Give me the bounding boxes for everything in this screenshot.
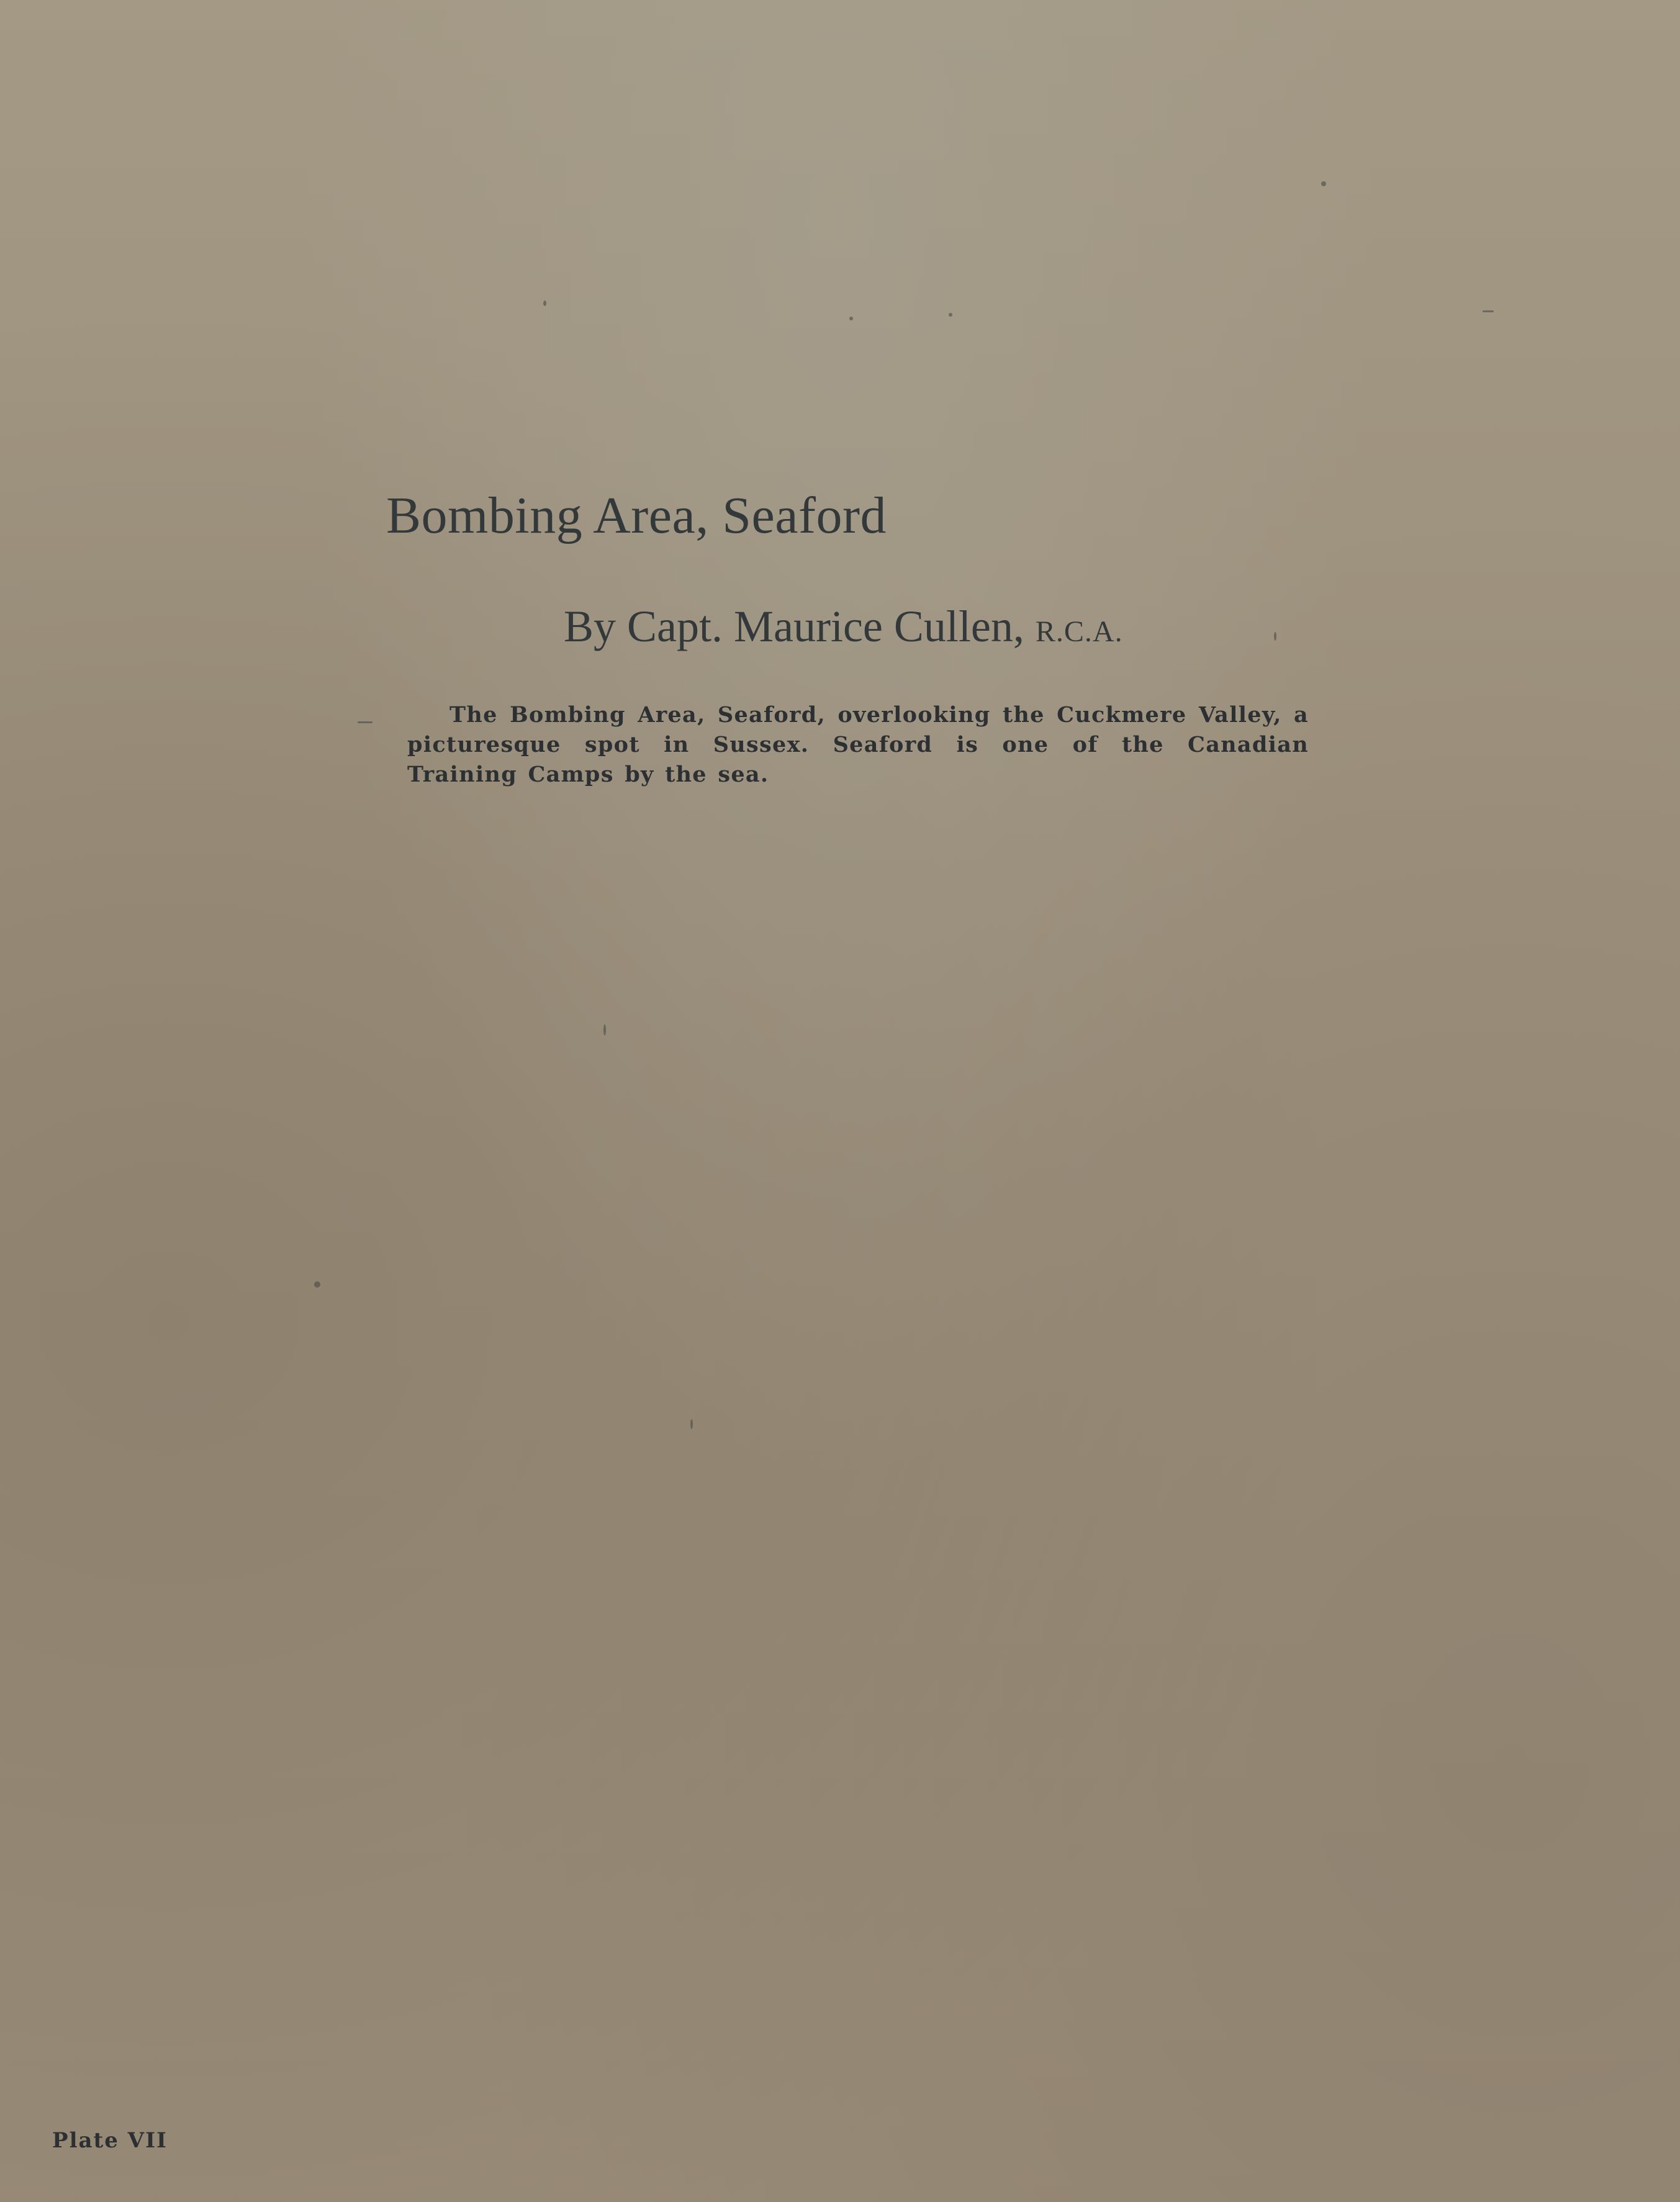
byline [564, 601, 1123, 652]
plate-title: Bombing Area, Seaford [386, 487, 887, 544]
paper-speck [1274, 632, 1276, 641]
paper-speck [358, 721, 373, 723]
plate-caption: The Bombing Area, Seaford, overlooking the Cuckmere Valley, a picturesque spot in Sussex. Seaford is one of the Canadian Training Camps by the sea. [407, 702, 1309, 787]
paper-speck [849, 317, 853, 320]
paper-speck [543, 300, 546, 306]
byline-rank: R.C.A. [1035, 615, 1123, 648]
byline-artist: By Capt. Maurice Cullen, [564, 602, 1024, 651]
plate-number: Plate VII [52, 2128, 168, 2153]
paper-speck [314, 1281, 320, 1288]
paper-speck [690, 1419, 693, 1429]
paper-speck [949, 313, 952, 317]
paper-speck [1483, 310, 1494, 312]
paper-speck [1321, 181, 1326, 186]
paper-speck [603, 1024, 606, 1036]
